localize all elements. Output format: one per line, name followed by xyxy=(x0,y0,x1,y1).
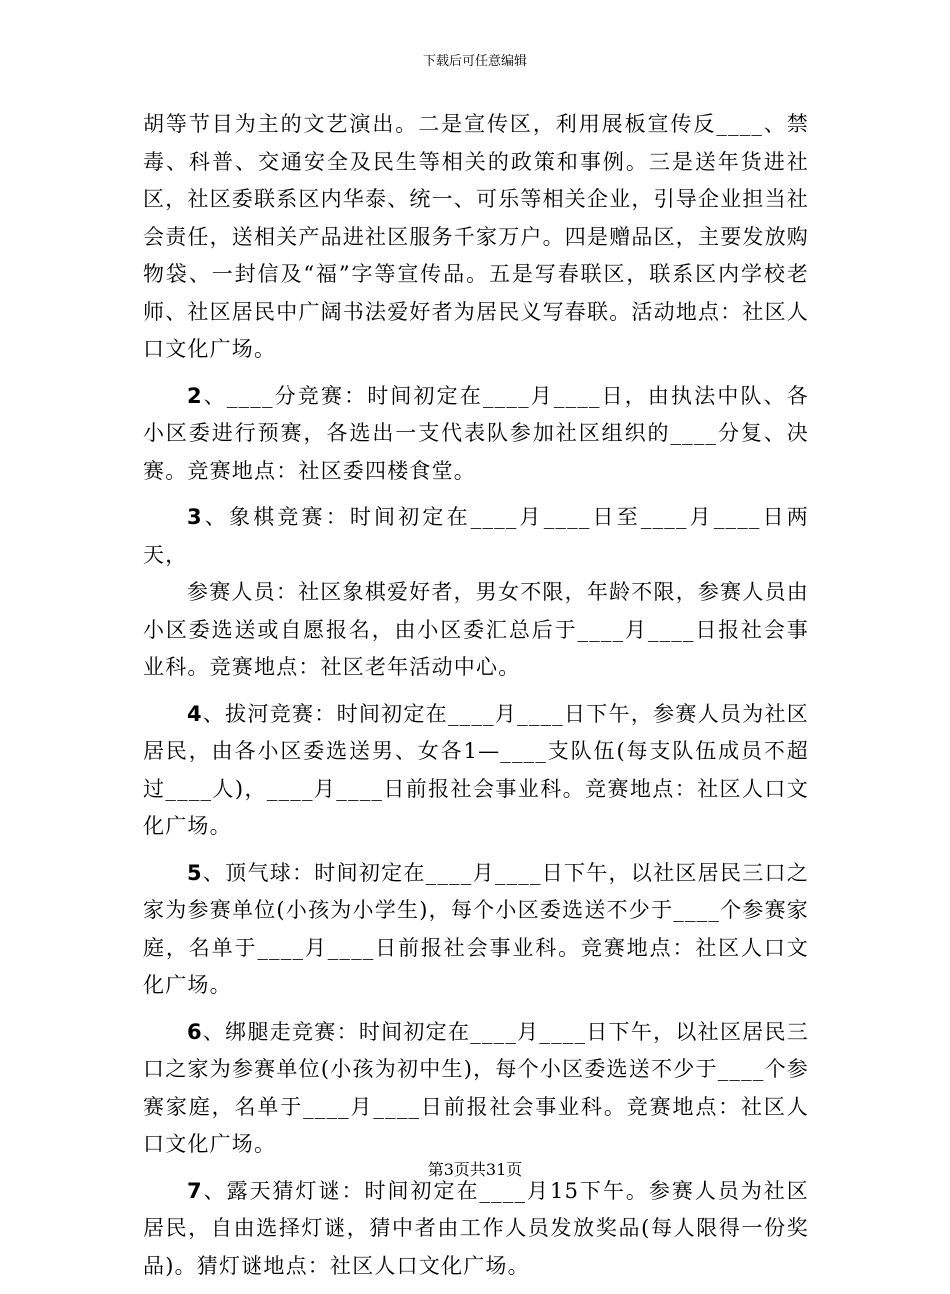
item-number: 3 xyxy=(187,505,203,529)
paragraph-text: 胡等节目为主的文艺演出。二是宣传区，利用展板宣传反____、禁毒、科普、交通安全及民生等相关的政策和事例。三是送年货进社区，社区委联系区内华泰、统一、可乐等相关企业，引导企业担当社会责任，送相关产品进社区服务千家万户。四是赠品区，主要发放购物袋、一封信及“福”字等宣传品。五是写春联区，联系区内学校老师、社区居民中广阔书法爱好者为居民义写春联。活动地点：社区人口文化广场。 xyxy=(143,112,809,361)
list-item xyxy=(143,855,809,1005)
paragraph-text: 、绑腿走竞赛：时间初定在____月____日下午，以社区居民三口之家为参赛单位(小孩为初中生)，每个小区委选送不少于____个参赛家庭，名单于____月____日前报社会事业科。竞赛地点：社区人口文化广场。 xyxy=(143,1019,809,1156)
page-footer: 第3页共31页 xyxy=(427,1160,523,1179)
paragraph-text: 、____分竞赛：时间初定在____月____日，由执法中队、各小区委进行预赛，各选出一支代表队参加社区组织的____分复、决赛。竞赛地点：社区委四楼食堂。 xyxy=(143,383,809,483)
list-item xyxy=(143,378,809,491)
paragraph-text: 、象棋竞赛：时间初定在____月____日至____月____日两天， xyxy=(143,505,809,567)
list-item xyxy=(143,696,809,846)
item-number: 4 xyxy=(187,701,203,726)
list-item xyxy=(143,1173,809,1286)
item-number: 2 xyxy=(187,383,203,408)
paragraph-text: 、露天猜灯谜：时间初定在____月15下午。参赛人员为社区居民，自由选择灯谜，猜中者由工作人员发放奖品(每人限得一份奖品)。猜灯谜地点：社区人口文化广场。 xyxy=(143,1178,809,1278)
paragraph-text: 、顶气球：时间初定在____月____日下午，以社区居民三口之家为参赛单位(小孩为小学生)，每个小区委选送不少于____个参赛家庭，名单于____月____日前报社会事业科。竞赛地点：社区人口文化广场。 xyxy=(143,860,809,997)
list-item xyxy=(143,499,809,574)
item-number: 7 xyxy=(187,1178,203,1203)
item-number: 5 xyxy=(187,860,203,885)
document-body xyxy=(143,106,809,1294)
page-header: 下载后可任意编辑 xyxy=(422,54,527,69)
item-number: 6 xyxy=(187,1019,203,1044)
paragraph-text: 参赛人员：社区象棋爱好者，男女不限，年龄不限，参赛人员由小区委选送或自愿报名，由小区委汇总后于____月____日报社会事业科。竞赛地点：社区老年活动中心。 xyxy=(143,580,809,679)
paragraph-text: 、拔河竞赛：时间初定在____月____日下午，参赛人员为社区居民，由各小区委选送男、女各1—____支队伍(每支队伍成员不超过____人)，____月____日前报社会事业科。竞赛地点：社区人口文化广场。 xyxy=(143,701,809,838)
list-item xyxy=(143,1014,809,1164)
paragraph xyxy=(143,106,809,369)
paragraph xyxy=(143,574,809,687)
